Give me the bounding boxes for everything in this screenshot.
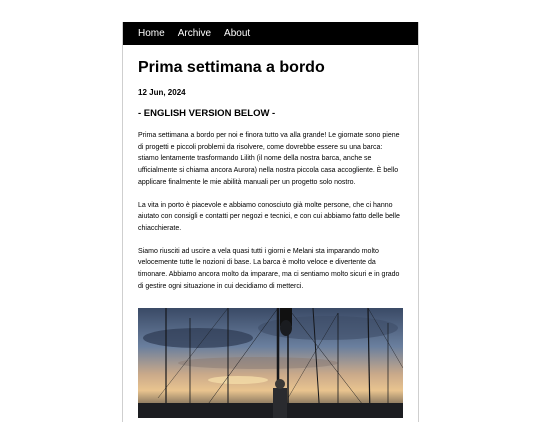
post-paragraph-1: Prima settimana a bordo per noi e finora tutto va alla grande! Le giornate sono piene di progetti e piccoli problemi da risolvere, come dovrebbe essere su una barca: stiamo lentamente trasformando Lilith (il nome della nostra barca, anche se ufficialmente si chiama ancora Aurora) nella nostra piccola casa accogliente. È bello applicare finalmente le mie abilità manuali per un progetto solo nostro. [138,132,400,186]
nav-home-link[interactable]: Home [138,28,165,39]
post-paragraph-2: La vita in porto è piacevole e abbiamo conosciuto già molte persone, che ci hanno aiutato con consigli e contatti per negozi e tecnici, e con cui abbiamo fatto delle belle chiacchierate. [138,201,400,232]
nav-archive-link[interactable]: Archive [177,28,212,39]
post-date: 12 Jun, 2024 [138,88,186,97]
harbor-sunset-photo [138,308,403,418]
top-nav [123,22,418,45]
post-content [123,45,418,418]
language-banner: - ENGLISH VERSION BELOW - [138,108,276,119]
blog-page [122,22,419,422]
post-title: Prima settimana a bordo [138,59,325,76]
post-paragraph-3: Siamo riusciti ad uscire a vela quasi tutti i giorni e Melani sta imparando molto velocemente tutte le nozioni di base. La barca è molto veloce e divertente da timonare. Abbiamo ancora molto da imparare, ma ci sentiamo molto sicuri e in grado di gestire ogni situazione in cui decidiamo di metterci. [138,247,400,290]
nav-about-link[interactable]: About [224,28,251,39]
